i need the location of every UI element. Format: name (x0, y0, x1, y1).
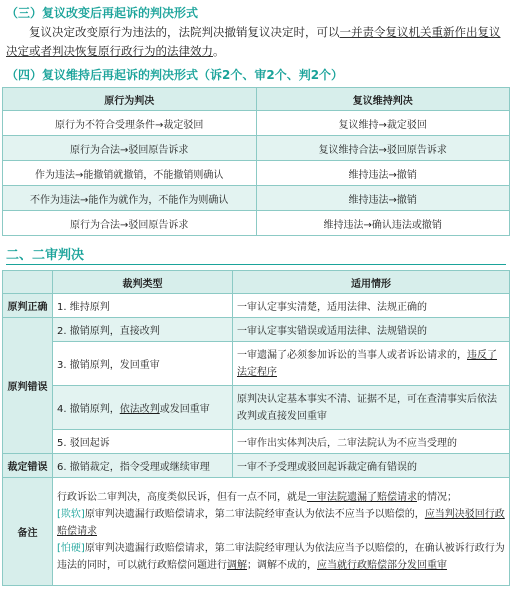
table-cell: 原行为合法→驳回原告诉求 (3, 136, 257, 161)
col-header-case: 适用情形 (233, 271, 510, 294)
corner-cell (3, 271, 53, 294)
tag-soft: [欺软] (57, 509, 85, 520)
section3-title: （三）复议改变后再起诉的判决形式 (6, 6, 199, 20)
row-label-correct: 原判正确 (3, 294, 53, 318)
table-cell: 一审作出实体判决后，二审法院认为不应当受理的 (233, 430, 510, 454)
row-label-note: 备注 (3, 478, 53, 586)
col-header-original: 原行为判决 (3, 88, 257, 111)
note-underlined-text: 应当判决驳回行政赔偿请求 (57, 509, 505, 537)
col-header-review: 复议维持判决 (256, 88, 510, 111)
note-underlined-text: 调解 (227, 560, 247, 571)
cell-underlined-text: 违反了法定程序 (237, 349, 497, 378)
table-cell: 复议维持合法→驳回原告诉求 (256, 136, 510, 161)
cell-text: 4. 撤销原判， (57, 404, 120, 415)
note-cell (53, 478, 510, 586)
review-judgment-table (2, 87, 510, 236)
section3-text: 复议决定改变原行为违法的，法院判决撤销复议决定时，可以 (29, 25, 340, 39)
table-cell: 不作为违法→能作为就作为，不能作为则确认 (3, 186, 257, 211)
row-label-wrong: 原判错误 (3, 318, 53, 454)
table-cell: 一审认定事实错误或适用法律、法规错误的 (233, 318, 510, 342)
note-underlined-text: 应当就行政赔偿部分发回重审 (317, 560, 447, 571)
note-text: 行政诉讼二审判决，高度类似民诉，但有一点不同，就是 (57, 492, 307, 503)
table-cell: 原判决认定基本事实不清、证据不足，可在查清事实后依法改判或直接发回重审 (233, 386, 510, 430)
cell-text: 或发回重审 (159, 404, 210, 415)
section4-title: （四）复议维持后再起诉的判决形式（诉2个、审2个、判2个） (6, 68, 344, 82)
part2-title: 二、二审判决 (6, 248, 85, 263)
table-cell: 6. 撤销裁定，指令受理或继续审理 (53, 454, 233, 478)
note-underlined-text: 一审法院遗漏了赔偿请求 (307, 492, 417, 503)
part2-divider (6, 264, 506, 265)
table-cell: 3. 撤销原判，发回重审 (53, 342, 233, 386)
note-text: ；调解不成的， (247, 560, 317, 571)
table-cell: 维持违法→撤销 (256, 186, 510, 211)
section3-underlined-text: 一并责令复议机关重新作出复议决定或者判决恢复原行政行为的法律效力 (6, 25, 501, 58)
col-header-type: 裁判类型 (53, 271, 233, 294)
table-cell: 一审不予受理或驳回起诉裁定确有错误的 (233, 454, 510, 478)
table-cell: 原行为合法→驳回原告诉求 (3, 211, 257, 236)
note-text: 的情况； (417, 492, 457, 503)
table-cell: 1. 维持原判 (53, 294, 233, 318)
row-label-ruling-wrong: 裁定错误 (3, 454, 53, 478)
table-cell: 原行为不符合受理条件→裁定驳回 (3, 111, 257, 136)
table-cell: 作为违法→能撤销就撤销，不能撤销则确认 (3, 161, 257, 186)
table-cell (233, 342, 510, 386)
table-cell (53, 386, 233, 430)
section3-text-end: 。 (213, 44, 225, 58)
cell-underlined-text: 依法改判 (119, 404, 160, 415)
note-text: 原审判决遗漏行政赔偿请求，第二审法院经审理认为依法应当予以赔偿的，在确认被诉行政行为违法的同时，可以就行政赔偿问题进行 (57, 543, 505, 571)
table-cell: 维持违法→确认违法或撤销 (256, 211, 510, 236)
tag-hard: [怕硬] (57, 543, 85, 554)
table-cell: 一审认定事实清楚，适用法律、法规正确的 (233, 294, 510, 318)
table-cell: 5. 驳回起诉 (53, 430, 233, 454)
section3-paragraph (6, 23, 508, 61)
table-cell: 维持违法→撤销 (256, 161, 510, 186)
cell-text: 一审遗漏了必须参加诉讼的当事人或者诉讼请求的， (237, 349, 467, 361)
note-text: 原审判决遗漏行政赔偿请求，第二审法院经审查认为依法不应当予以赔偿的， (84, 509, 425, 520)
table-cell: 2. 撤销原判，直接改判 (53, 318, 233, 342)
table-cell: 复议维持→裁定驳回 (256, 111, 510, 136)
second-instance-table (2, 270, 510, 586)
